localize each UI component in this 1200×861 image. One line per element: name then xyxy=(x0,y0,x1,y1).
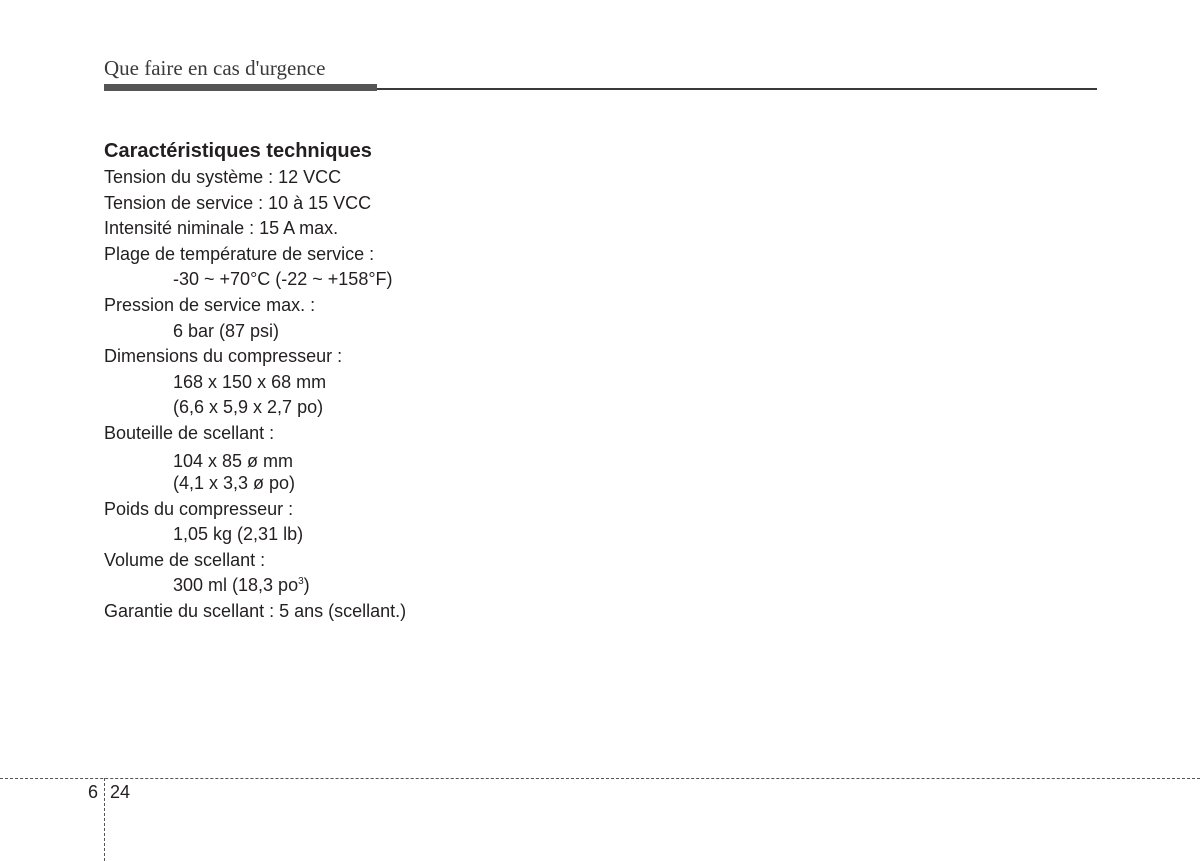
spec-line-volume-label: Volume de scellant : xyxy=(104,549,266,570)
spec-line-current: Intensité niminale : 15 A max. xyxy=(104,218,339,239)
section-heading: Caractéristiques techniques xyxy=(104,140,372,162)
spec-line-dimensions-label: Dimensions du compresseur : xyxy=(104,346,343,367)
volume-value-close: ) xyxy=(303,575,310,596)
spec-line-bottle-label: Bouteille de scellant : xyxy=(104,422,275,443)
spec-line-warranty: Garantie du scellant : 5 ans (scellant.) xyxy=(104,600,407,621)
spec-line-temperature-value: -30 ~ +70°C (-22 ~ +158°F) xyxy=(173,269,393,290)
footer-page-separator xyxy=(104,778,105,861)
spec-section xyxy=(104,138,406,625)
footer-page-number: 24 xyxy=(110,782,131,802)
spec-line-system-voltage: Tension du système : 12 VCC xyxy=(104,167,342,187)
spec-line-volume-value xyxy=(104,573,406,599)
spec-line-bottle-mm: 104 x 85 ø mm xyxy=(173,450,294,471)
spec-line-operating-voltage: Tension de service : 10 à 15 VCC xyxy=(104,192,372,213)
spec-line-dimensions-mm: 168 x 150 x 68 mm xyxy=(173,371,327,392)
spec-line-pressure-label: Pression de service max. : xyxy=(104,294,316,315)
header-rule-accent xyxy=(104,84,377,91)
footer-chapter-number: 6 xyxy=(88,782,99,802)
spec-line-pressure-value: 6 bar (87 psi) xyxy=(173,320,280,341)
spec-line-temperature-label: Plage de température de service : xyxy=(104,243,375,264)
spec-line-weight-label: Poids du compresseur : xyxy=(104,498,294,519)
spec-line-bottle-in: (4,1 x 3,3 ø po) xyxy=(173,472,296,493)
spec-line-dimensions-in: (6,6 x 5,9 x 2,7 po) xyxy=(173,397,324,418)
volume-unit-superscript: 3 xyxy=(298,576,304,588)
spec-line-weight-value: 1,05 kg (2,31 lb) xyxy=(173,524,304,545)
footer-divider xyxy=(0,778,1200,779)
volume-value-text: 300 ml (18,3 po xyxy=(173,575,299,596)
page-header-title: Que faire en cas d'urgence xyxy=(104,56,326,80)
